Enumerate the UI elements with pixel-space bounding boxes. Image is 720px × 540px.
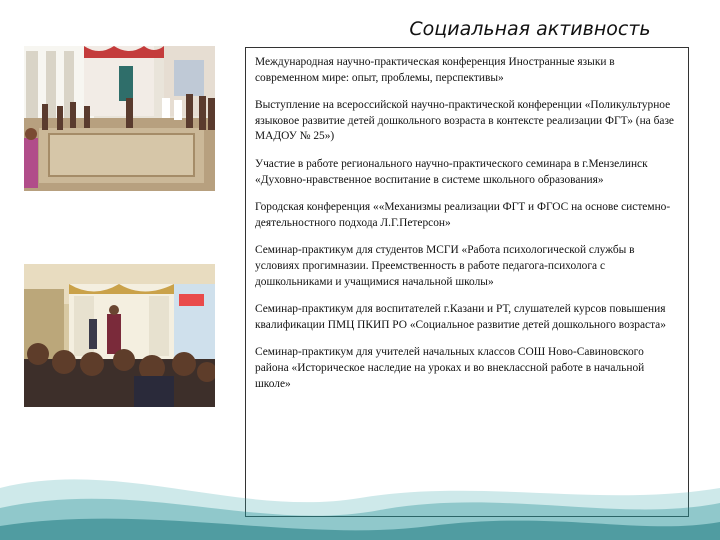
list-item: Семинар-практикум для воспитателей г.Казани и РТ, слушателей курсов повышения квалификации ПМЦ ПКИП РО «Социальное развитие детей дошкольного возраста»: [255, 303, 666, 331]
list-item: Городская конференция ««Механизмы реализации ФГТ и ФГОС на основе системно-деятельностного подхода Л.Г.Петерсон»: [255, 201, 671, 229]
event-photo-seminar: [24, 264, 215, 407]
list-item: Семинар-практикум для учителей начальных классов СОШ Ново-Савиновского района «Историческое наследие на уроках и во внеклассной работе в начальной школе»: [255, 346, 645, 390]
list-item: Семинар-практикум для студентов МСГИ «Работа психологической службы в условиях прогимназии. Преемственность в работе педагога-психолога с дошкольниками и учащимися начальной школы»: [255, 244, 635, 288]
event-photo-children: [24, 46, 215, 191]
slide-title: Социальная активность: [409, 18, 651, 40]
list-item: Выступление на всероссийской научно-практической конференции «Поликультурное языковое развитие детей дошкольного возраста в контексте реализации ФГТ» (на базе МАДОУ № 25»): [255, 99, 674, 143]
list-item: Международная научно-практическая конференция Иностранные языки в современном мире: опыт, проблемы, перспективы»: [255, 56, 615, 84]
activities-list: [245, 47, 689, 517]
list-item: Участие в работе регионального научно-практического семинара в г.Мензелинск «Духовно-нравственное воспитание в системе школьного образования»: [255, 157, 648, 186]
